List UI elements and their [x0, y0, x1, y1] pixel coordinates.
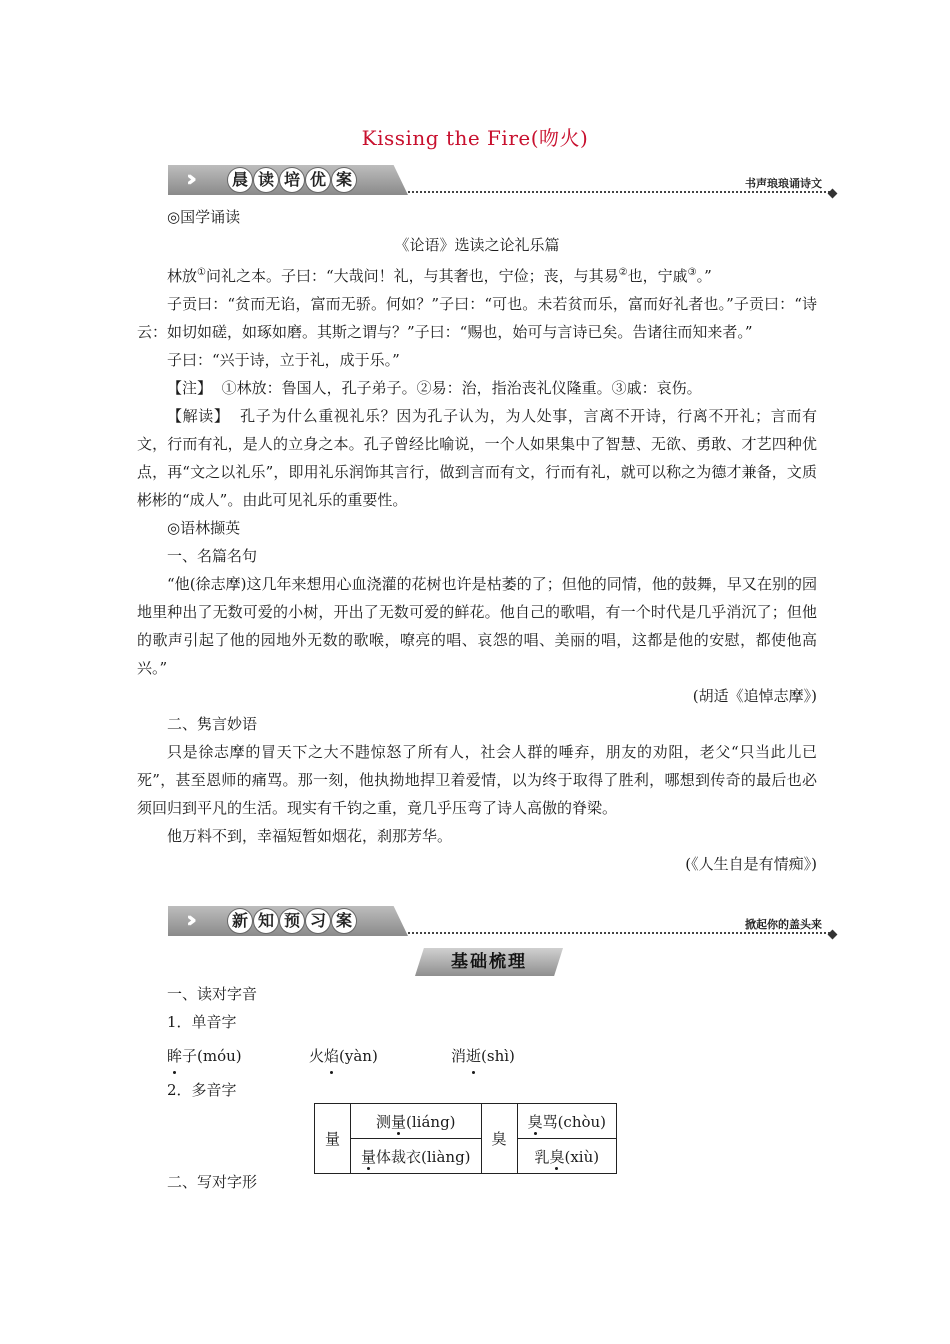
pinyin-word: 消逝(shì) [451, 1042, 515, 1070]
table-cell: 臭骂(chòu) [517, 1104, 616, 1139]
pinyin-words [137, 1042, 817, 1070]
pinyin-word: 火焰(yàn) [309, 1042, 451, 1070]
section-banner-morning-reading [168, 165, 840, 195]
quote: 他万料不到，幸福短暂如烟花，刹那芳华。 [167, 827, 453, 845]
section-heading: ◎国学诵读 [167, 208, 241, 226]
interpretation: 【解读】 孔子为什么重视礼乐？因为孔子认为，为人处事，言离不开诗，行离不开礼；言而有文，行而有礼，是人的立身之本。孔子曾经比喻说，一个人如果集中了智慧、无欲、勇敢、才艺四种优点，再“文之以礼乐”，即用礼乐润饰其言行，做到言而有文，行而有礼，就可以称之为德才兼备，文质彬彬的“成人”。由此可见礼乐的重要性。 [137, 407, 817, 509]
quote: “他(徐志摩)这几年来想用心血浇灌的花树也许是枯萎的了；但他的同情，他的鼓舞，早又在别的园地里种出了无数可爱的小树，开出了无数可爱的鲜花。他自己的歌唱，有一个时代是几乎消沉了；但他的歌声引起了他的园地外无数的歌喉，嘹亮的唱、哀怨的唱、美丽的唱，这都是他的安慰，都使他高兴。” [137, 575, 817, 677]
section-banner-preview [168, 906, 840, 936]
page-title: Kissing the Fire(吻火) [361, 126, 589, 150]
paragraph: 子曰：“兴于诗，立于礼，成于乐。” [167, 351, 400, 369]
diamond-icon [828, 930, 838, 940]
banner-title: 晨 读 培 优 案 [228, 168, 356, 192]
section-glyphs [137, 1168, 817, 1196]
table-cell: 乳臭(xiù) [517, 1139, 616, 1174]
pinyin-word: 眸子(móu) [167, 1042, 309, 1070]
paragraph: 林放①问礼之本。子曰：“大哉问！礼，与其奢也，宁俭；丧，与其易②也，宁戚③。” [167, 267, 712, 285]
double-chevron-icon: ››› [186, 167, 190, 192]
table-cell: 测量(liáng) [351, 1104, 482, 1139]
subheading: 二、写对字形 [167, 1173, 258, 1191]
note: 【注】 ①林放：鲁国人，孔子弟子。②易：治，指治丧礼仪隆重。③戚：哀伤。 [167, 379, 702, 397]
paragraph: 子贡曰：“贫而无谄，富而无骄。何如？”子曰：“可也。未若贫而乐，富而好礼者也。”子贡曰：“诗云：如切如磋，如琢如磨。其斯之谓与？”子曰：“赐也，始可与言诗已矣。告诸往而知来者。” [137, 295, 817, 341]
subheading: 二、隽言妙语 [167, 715, 258, 733]
section-subtitle: 《论语》选读之论礼乐篇 [394, 236, 560, 254]
table-cell: 量体裁衣(liàng) [351, 1139, 482, 1174]
subheading: 一、名篇名句 [167, 547, 258, 565]
banner-tagline: 掀起你的盖头来 [739, 916, 822, 932]
list-item-label: 1．单音字 [167, 1013, 237, 1031]
list-item-label: 2．多音字 [167, 1081, 237, 1099]
subheading: 一、读对字音 [167, 985, 258, 1003]
diamond-icon [828, 189, 838, 199]
quote-source: (胡适《追悼志摩》) [692, 687, 817, 705]
section-guoxue [137, 203, 817, 878]
subsection-tag: 基础梳理 [415, 948, 563, 976]
section-basics [137, 980, 817, 1104]
quote-source: (《人生自是有情痴》) [685, 855, 817, 873]
section-heading: ◎语林撷英 [167, 519, 241, 537]
double-chevron-icon: ››› [186, 908, 190, 933]
table-cell-char: 臭 [481, 1104, 517, 1174]
quote: 只是徐志摩的冒天下之大不韪惊怒了所有人，社会人群的唾弃，朋友的劝阻，老父“只当此儿已死”，甚至恩师的痛骂。那一刻，他执拗地捍卫着爱情，以为终于取得了胜利，哪想到传奇的最后也必须回归到平凡的生活。现实有千钧之重，竟几乎压弯了诗人高傲的脊梁。 [137, 743, 817, 817]
banner-tagline: 书声琅琅诵诗文 [739, 175, 822, 191]
banner-title: 新 知 预 习 案 [228, 909, 356, 933]
polyphone-table [314, 1103, 617, 1174]
table-cell-char: 量 [315, 1104, 351, 1174]
